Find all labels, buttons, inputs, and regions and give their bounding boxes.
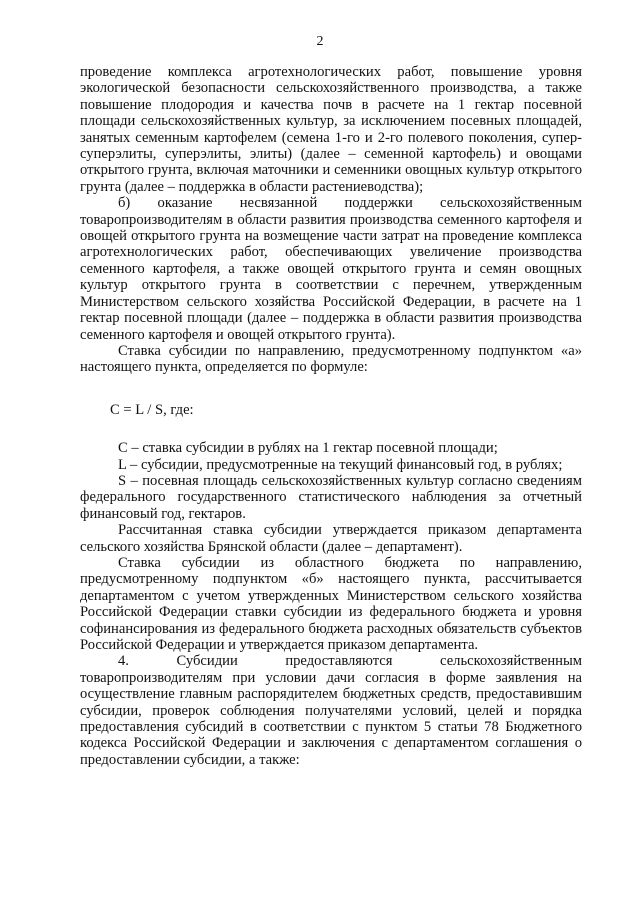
- paragraph-rate-approval: Рассчитанная ставка субсидии утверждается приказом департамента сельского хозяйства Брянской области (далее – департамент).: [80, 522, 582, 555]
- definition-s: S – посевная площадь сельскохозяйственных культур согласно сведениям федерального государственного статистического наблюдения за отчетный финансовый год, гектаров.: [80, 472, 582, 522]
- definition-l: L – субсидии, предусмотренные на текущий финансовый год, в рублях;: [118, 456, 563, 473]
- paragraph-item-4: 4. Субсидии предоставляются сельскохозяйственным товаропроизводителям при условии дачи согласия в форме заявления на осуществление главным распорядителем бюджетных средств, предоставившим субсидии, проверок соблюдения получателями условий, целей и порядка предоставления субсидий в соответствии с пунктом 5 статьи 78 Бюджетного кодекса Российской Федерации и заключения с департаментом соглашения о предоставлении субсидии, а также:: [80, 653, 582, 768]
- document-body: [80, 64, 582, 768]
- formula: C = L / S, где:: [110, 401, 194, 418]
- paragraph-rate-a: Ставка субсидии по направлению, предусмотренному подпунктом «а» настоящего пункта, определяется по формуле:: [80, 342, 582, 376]
- paragraph-rate-b: Ставка субсидии из областного бюджета по направлению, предусмотренному подпунктом «б» настоящего пункта, рассчитывается департаментом с учетом утвержденных Министерством сельского хозяйства Российской Федерации ставки субсидии из федерального бюджета и уровня софинансирования из федерального бюджета расходных обязательств субъектов Российской Федерации и утверждается приказом департамента.: [80, 554, 582, 653]
- paragraph-continuation: проведение комплекса агротехнологических работ, повышение уровня экологической безопасности сельскохозяйственного производства, а также повышение плодородия и качества почв в расчете на 1 гектар посевной площади сельскохозяйственных культур, за исключением посевных площадей, занятых семенным картофелем (семена 1-го и 2-го полевого поколения, супер-суперэлиты, суперэлиты, элиты) (далее – семенной картофель) и овощами открытого грунта, включая маточники и семенники овощных культур открытого грунта (далее – поддержка в области растениеводства);: [80, 64, 582, 195]
- page-number: 2: [316, 34, 324, 49]
- paragraph-subitem-b: б) оказание несвязанной поддержки сельскохозяйственным товаропроизводителям в области развития производства семенного картофеля и овощей открытого грунта на возмещение части затрат на проведение комплекса агротехнологических работ, обеспечивающих увеличение производства семенного картофеля, а также овощей открытого грунта и семян овощных культур открытого грунта в соответствии с перечнем, утвержденным Министерством сельского хозяйства Российской Федерации, в расчете на 1 гектар посевной площади (далее – поддержка в области развития производства семенного картофеля и овощей открытого грунта).: [80, 195, 582, 343]
- definition-c: C – ставка субсидии в рублях на 1 гектар посевной площади;: [118, 440, 498, 457]
